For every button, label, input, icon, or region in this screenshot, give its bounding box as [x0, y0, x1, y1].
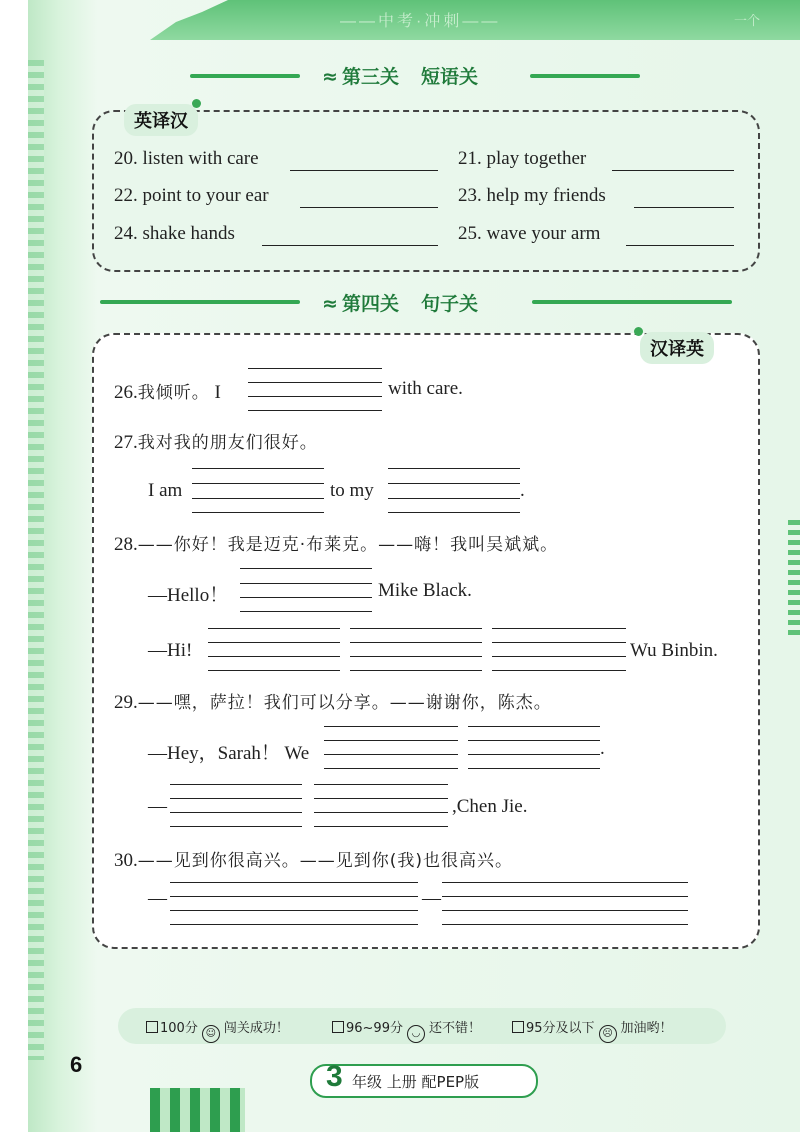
answer-line-28h[interactable]	[208, 670, 340, 671]
answer-line-21[interactable]	[612, 170, 734, 171]
answer-line-28j[interactable]	[350, 642, 482, 643]
question-28-line1-suffix: Mike Black.	[378, 580, 472, 601]
answer-line-29j[interactable]	[170, 798, 302, 799]
smile-face-icon: ☺	[202, 1025, 220, 1043]
title-bar-left	[190, 74, 300, 78]
answer-line-27e[interactable]	[388, 468, 520, 469]
answer-line-30h[interactable]	[442, 924, 688, 925]
answer-line-28b[interactable]	[240, 583, 372, 584]
question-28: 28.——你好！我是迈克·布莱克。——嗨！我叫吴斌斌。	[114, 534, 559, 555]
answer-line-28i[interactable]	[350, 628, 482, 629]
answer-line-28a[interactable]	[240, 568, 372, 569]
answer-line-29i[interactable]	[170, 784, 302, 785]
tag-dot-icon	[634, 327, 643, 336]
answer-line-29n[interactable]	[314, 798, 448, 799]
item-23: 23. help my friends	[458, 185, 606, 206]
answer-line-28m[interactable]	[492, 628, 626, 629]
answer-line-29e[interactable]	[468, 726, 600, 727]
answer-line-26c[interactable]	[248, 396, 382, 397]
item-20: 20. listen with care	[114, 148, 259, 169]
answer-line-28e[interactable]	[208, 628, 340, 629]
question-30: 30.——见到你很高兴。——见到你(我)也很高兴。	[114, 850, 514, 871]
answer-line-30e[interactable]	[442, 882, 688, 883]
answer-line-29d[interactable]	[324, 768, 458, 769]
grade-text: 年级 上册 配PEP版	[352, 1073, 480, 1091]
grade-label	[310, 1060, 538, 1098]
question-29-line2-suffix: ,Chen Jie.	[452, 796, 528, 817]
answer-line-29m[interactable]	[314, 784, 448, 785]
item-22: 22. point to your ear	[114, 185, 269, 206]
answer-line-28p[interactable]	[492, 670, 626, 671]
cheer-face-icon: ☹	[599, 1025, 617, 1043]
tag-dot-icon	[192, 99, 201, 108]
answer-line-29c[interactable]	[324, 754, 458, 755]
answer-line-26b[interactable]	[248, 382, 382, 383]
answer-line-30f[interactable]	[442, 896, 688, 897]
answer-line-29o[interactable]	[314, 812, 448, 813]
section4-tag	[640, 332, 714, 364]
question-28-line2-prefix: —Hi!	[148, 640, 193, 661]
answer-line-25[interactable]	[626, 245, 734, 246]
question-29: 29.——嘿，萨拉！我们可以分享。——谢谢你，陈杰。	[114, 692, 552, 713]
content-face-icon: ◡	[407, 1025, 425, 1043]
question-29-line1-prefix: —Hey，Sarah！ We	[148, 743, 310, 764]
section3-name: 第三关	[341, 66, 399, 88]
answer-line-28f[interactable]	[208, 642, 340, 643]
title-bar-right	[532, 300, 732, 304]
section3-subtitle: 短语关	[420, 66, 478, 88]
answer-line-29p[interactable]	[314, 826, 448, 827]
answer-line-28c[interactable]	[240, 597, 372, 598]
title-bar-right	[530, 74, 640, 78]
answer-line-30b[interactable]	[170, 896, 418, 897]
answer-line-20[interactable]	[290, 170, 438, 171]
answer-line-27h[interactable]	[388, 512, 520, 513]
question-27-middle: to my	[330, 480, 374, 501]
answer-line-27f[interactable]	[388, 483, 520, 484]
question-29-line1-suffix: .	[600, 738, 605, 759]
bottom-stripes-decoration	[150, 1088, 245, 1132]
grade-number: 3	[326, 1060, 343, 1093]
title-bar-left	[100, 300, 300, 304]
score-tier-2: 96~99分 ◡ 还不错！	[332, 1017, 481, 1043]
answer-line-28n[interactable]	[492, 642, 626, 643]
answer-line-29f[interactable]	[468, 740, 600, 741]
answer-line-27b[interactable]	[192, 483, 324, 484]
question-30-dash2: —	[422, 888, 441, 909]
score-tier-1: 100分 ☺ 闯关成功！	[146, 1017, 289, 1043]
checkbox-icon[interactable]	[332, 1021, 344, 1033]
answer-line-22[interactable]	[300, 207, 438, 208]
question-30-dash1: —	[148, 888, 167, 909]
answer-line-29k[interactable]	[170, 812, 302, 813]
score-bar	[118, 1008, 726, 1044]
header-corner-text: 一个	[733, 14, 760, 29]
section3-tag-label: 英译汉	[134, 111, 188, 132]
item-25: 25. wave your arm	[458, 223, 601, 244]
checkbox-icon[interactable]	[146, 1021, 158, 1033]
question-27-prefix: I am	[148, 480, 183, 501]
section3-tag	[124, 104, 198, 136]
question-28-line1-prefix: —Hello！	[148, 585, 229, 606]
question-27-suffix: .	[520, 480, 525, 501]
wave-icon: ≈	[322, 66, 338, 88]
score-tier-3: 95分及以下 ☹ 加油哟！	[512, 1017, 673, 1043]
answer-line-23[interactable]	[634, 207, 734, 208]
question-29-line2-prefix: —	[148, 796, 167, 817]
answer-line-30g[interactable]	[442, 910, 688, 911]
answer-line-29g[interactable]	[468, 754, 600, 755]
checkbox-icon[interactable]	[512, 1021, 524, 1033]
answer-line-28l[interactable]	[350, 670, 482, 671]
answer-line-28o[interactable]	[492, 656, 626, 657]
item-24: 24. shake hands	[114, 223, 235, 244]
section4-tag-label: 汉译英	[650, 339, 704, 360]
question-27: 27.我对我的朋友们很好。	[114, 432, 318, 453]
answer-line-26d[interactable]	[248, 410, 382, 411]
answer-line-27g[interactable]	[388, 498, 520, 499]
right-wavy-marker	[788, 520, 800, 640]
section4-subtitle: 句子关	[420, 293, 478, 315]
answer-line-28d[interactable]	[240, 611, 372, 612]
question-26-suffix: with care.	[388, 378, 463, 399]
left-wavy-border	[28, 60, 44, 1060]
answer-line-28g[interactable]	[208, 656, 340, 657]
wave-icon: ≈	[322, 293, 338, 315]
answer-line-27d[interactable]	[192, 512, 324, 513]
question-28-line2-suffix: Wu Binbin.	[630, 640, 718, 661]
section3-title	[0, 62, 800, 89]
page-number: 6	[70, 1052, 83, 1077]
answer-line-29b[interactable]	[324, 740, 458, 741]
answer-line-29a[interactable]	[324, 726, 458, 727]
answer-line-26a[interactable]	[248, 368, 382, 369]
answer-line-30d[interactable]	[170, 924, 418, 925]
section4-name: 第四关	[341, 293, 399, 315]
item-21: 21. play together	[458, 148, 587, 169]
answer-line-29l[interactable]	[170, 826, 302, 827]
header-band-text: ——中考·冲刺——	[340, 13, 501, 30]
answer-line-29h[interactable]	[468, 768, 600, 769]
answer-line-27c[interactable]	[192, 498, 324, 499]
answer-line-24[interactable]	[262, 245, 438, 246]
answer-line-28k[interactable]	[350, 656, 482, 657]
answer-line-30c[interactable]	[170, 910, 418, 911]
answer-line-30a[interactable]	[170, 882, 418, 883]
question-26: 26.我倾听。 I	[114, 382, 221, 403]
answer-line-27a[interactable]	[192, 468, 324, 469]
